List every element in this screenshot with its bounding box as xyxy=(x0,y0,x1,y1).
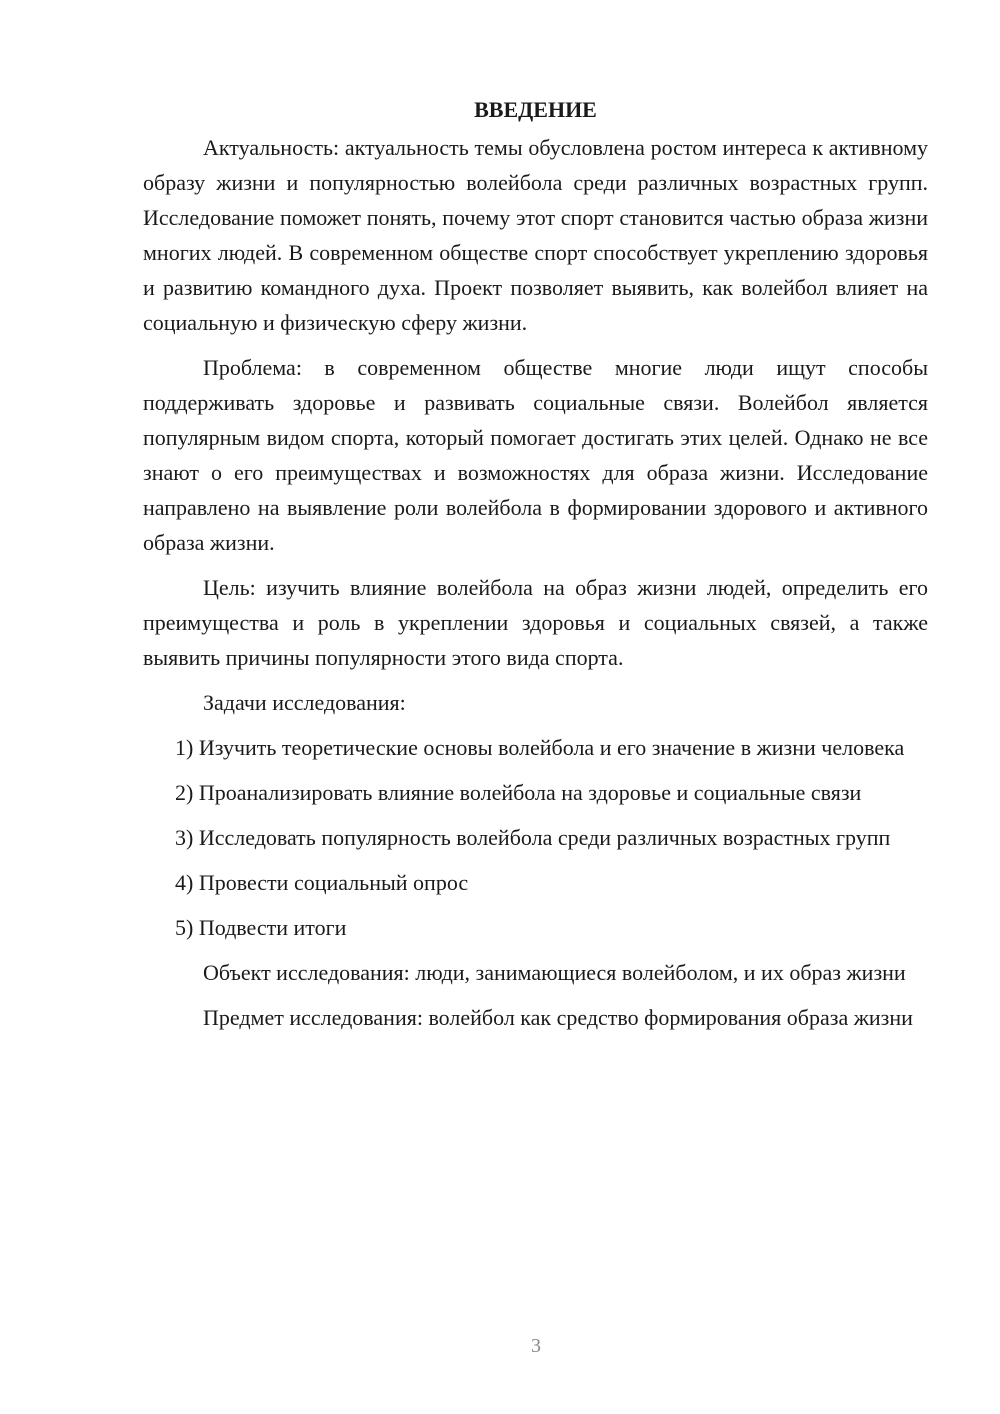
tasks-heading: Задачи исследования: xyxy=(203,690,406,715)
goal-paragraph: Цель: изучить влияние волейбола на образ жизни людей, определить его преимущества и роль в укреплении здоровья и социальных связей, а также выявить причины популярности этого вида спорта. xyxy=(143,575,928,670)
task-item-3: 3) Исследовать популярность волейбола среди различных возрастных групп xyxy=(175,825,891,850)
task-item-1: 1) Изучить теоретические основы волейбола и его значение в жизни человека xyxy=(175,735,905,760)
page-number: 3 xyxy=(531,1335,541,1357)
subject-paragraph: Предмет исследования: волейбол как средство формирования образа жизни xyxy=(203,1005,913,1030)
task-item-4: 4) Провести социальный опрос xyxy=(175,870,469,895)
page-content xyxy=(143,95,928,1045)
problem-paragraph: Проблема: в современном обществе многие люди ищут способы поддерживать здоровье и развивать социальные связи. Волейбол является популярным видом спорта, который помогает достигать этих целей. Однако не все знают о его преимуществах и возможностях для образа жизни. Исследование направлено на выявление роли волейбола в формировании здорового и активного образа жизни. xyxy=(143,355,928,555)
object-paragraph: Объект исследования: люди, занимающиеся волейболом, и их образ жизни xyxy=(203,960,906,985)
relevance-paragraph: Актуальность: актуальность темы обусловлена ростом интереса к активному образу жизни и популярностью волейбола среди различных возрастных групп. Исследование поможет понять, почему этот спорт становится частью образа жизни многих людей. В современном обществе спорт способствует укреплению здоровья и развитию командного духа. Проект позволяет выявить, как волейбол влияет на социальную и физическую сферу жизни. xyxy=(143,135,928,335)
page-title: ВВЕДЕНИЕ xyxy=(474,97,597,122)
task-item-2: 2) Проанализировать влияние волейбола на здоровье и социальные связи xyxy=(175,780,862,805)
task-item-5: 5) Подвести итоги xyxy=(175,915,347,940)
